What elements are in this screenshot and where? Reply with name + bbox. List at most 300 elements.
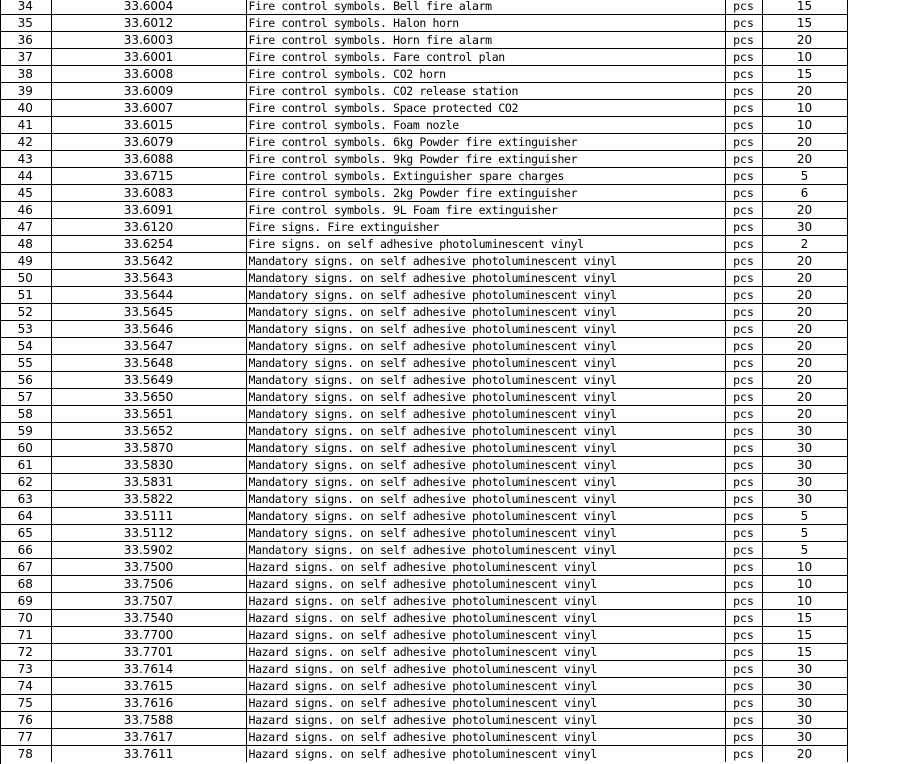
table-row [0,287,897,304]
unit-cell[interactable]: pcs [725,66,762,83]
item-code-cell[interactable]: 33.5645 [51,304,246,321]
description-cell[interactable]: Fire control symbols. Foam nozle [246,117,725,134]
table-row [0,270,897,287]
quantity-cell[interactable]: 5 [762,508,847,525]
description-cell[interactable]: Hazard signs. on self adhesive photoluminescent vinyl [246,695,725,712]
table-row [0,406,897,423]
table-row [0,185,897,202]
item-code-cell[interactable]: 33.5902 [51,542,246,559]
row-number-cell[interactable]: 40 [0,100,51,117]
table-row [0,355,897,372]
unit-cell[interactable]: pcs [725,15,762,32]
table-row [0,525,897,542]
quantity-cell[interactable]: 30 [762,219,847,236]
empty-cell[interactable] [847,32,897,49]
row-number-cell[interactable]: 72 [0,644,51,661]
empty-cell[interactable] [847,355,897,372]
item-code-cell[interactable]: 33.5111 [51,508,246,525]
item-code-cell[interactable]: 33.6254 [51,236,246,253]
unit-cell[interactable]: pcs [725,729,762,746]
quantity-cell[interactable]: 20 [762,406,847,423]
empty-cell[interactable] [847,644,897,661]
item-code-cell[interactable]: 33.5870 [51,440,246,457]
table-row [0,644,897,661]
empty-cell[interactable] [847,219,897,236]
item-code-cell[interactable]: 33.5112 [51,525,246,542]
quantity-cell[interactable]: 20 [762,321,847,338]
unit-cell[interactable]: pcs [725,287,762,304]
empty-cell[interactable] [847,185,897,202]
description-cell[interactable]: Mandatory signs. on self adhesive photoluminescent vinyl [246,508,725,525]
table-row [0,66,897,83]
unit-cell[interactable]: pcs [725,117,762,134]
unit-cell[interactable]: pcs [725,423,762,440]
row-number-cell[interactable]: 75 [0,695,51,712]
item-code-cell[interactable]: 33.5643 [51,270,246,287]
item-code-cell[interactable]: 33.6008 [51,66,246,83]
item-code-cell[interactable]: 33.7588 [51,712,246,729]
table-row [0,151,897,168]
quantity-cell[interactable]: 30 [762,474,847,491]
unit-cell[interactable]: pcs [725,134,762,151]
quantity-cell[interactable]: 15 [762,15,847,32]
empty-cell[interactable] [847,168,897,185]
table-row [0,712,897,729]
item-code-cell[interactable]: 33.6083 [51,185,246,202]
unit-cell[interactable]: pcs [725,491,762,508]
empty-cell[interactable] [847,576,897,593]
row-number-cell[interactable]: 45 [0,185,51,202]
item-code-cell[interactable]: 33.6007 [51,100,246,117]
description-cell[interactable]: Mandatory signs. on self adhesive photoluminescent vinyl [246,542,725,559]
description-cell[interactable]: Hazard signs. on self adhesive photoluminescent vinyl [246,661,725,678]
description-cell[interactable]: Fire signs. on self adhesive photoluminescent vinyl [246,236,725,253]
empty-cell[interactable] [847,117,897,134]
item-code-cell[interactable]: 33.5647 [51,338,246,355]
unit-cell[interactable]: pcs [725,712,762,729]
row-number-cell[interactable]: 38 [0,66,51,83]
table-row [0,100,897,117]
description-cell[interactable]: Mandatory signs. on self adhesive photoluminescent vinyl [246,423,725,440]
quantity-cell[interactable]: 20 [762,151,847,168]
item-code-cell[interactable]: 33.6009 [51,83,246,100]
unit-cell[interactable]: pcs [725,219,762,236]
row-number-cell[interactable]: 73 [0,661,51,678]
quantity-cell[interactable]: 20 [762,270,847,287]
description-cell[interactable]: Mandatory signs. on self adhesive photoluminescent vinyl [246,355,725,372]
description-cell[interactable]: Mandatory signs. on self adhesive photoluminescent vinyl [246,440,725,457]
unit-cell[interactable]: pcs [725,627,762,644]
table-row [0,661,897,678]
table-row [0,610,897,627]
row-number-cell[interactable]: 77 [0,729,51,746]
quantity-cell[interactable]: 5 [762,525,847,542]
unit-cell[interactable]: pcs [725,525,762,542]
unit-cell[interactable]: pcs [725,49,762,66]
row-number-cell[interactable]: 66 [0,542,51,559]
item-code-cell[interactable]: 33.6079 [51,134,246,151]
description-cell[interactable]: Fire control symbols. 6kg Powder fire extinguisher [246,134,725,151]
item-code-cell[interactable]: 33.6001 [51,49,246,66]
empty-cell[interactable] [847,202,897,219]
row-number-cell[interactable]: 48 [0,236,51,253]
row-number-cell[interactable]: 64 [0,508,51,525]
row-number-cell[interactable]: 78 [0,746,51,763]
description-cell[interactable]: Hazard signs. on self adhesive photoluminescent vinyl [246,610,725,627]
item-code-cell[interactable]: 33.5646 [51,321,246,338]
item-code-cell[interactable]: 33.6715 [51,168,246,185]
item-code-cell[interactable]: 33.6012 [51,15,246,32]
empty-cell[interactable] [847,661,897,678]
description-cell[interactable]: Mandatory signs. on self adhesive photoluminescent vinyl [246,389,725,406]
empty-cell[interactable] [847,474,897,491]
item-code-cell[interactable]: 33.7616 [51,695,246,712]
table-row [0,729,897,746]
description-cell[interactable]: Hazard signs. on self adhesive photoluminescent vinyl [246,576,725,593]
quantity-cell[interactable]: 20 [762,338,847,355]
quantity-cell[interactable]: 30 [762,440,847,457]
empty-cell[interactable] [847,304,897,321]
description-cell[interactable]: Mandatory signs. on self adhesive photoluminescent vinyl [246,406,725,423]
empty-cell[interactable] [847,338,897,355]
unit-cell[interactable]: pcs [725,304,762,321]
description-cell[interactable]: Fire control symbols. Halon horn [246,15,725,32]
item-code-cell[interactable]: 33.5822 [51,491,246,508]
unit-cell[interactable]: pcs [725,474,762,491]
row-number-cell[interactable]: 36 [0,32,51,49]
table-row [0,253,897,270]
empty-cell[interactable] [847,372,897,389]
quantity-cell[interactable]: 30 [762,695,847,712]
empty-cell[interactable] [847,593,897,610]
quantity-cell[interactable]: 20 [762,304,847,321]
row-number-cell[interactable]: 59 [0,423,51,440]
empty-cell[interactable] [847,695,897,712]
item-code-cell[interactable]: 33.6003 [51,32,246,49]
description-cell[interactable]: Mandatory signs. on self adhesive photoluminescent vinyl [246,525,725,542]
quantity-cell[interactable]: 15 [762,627,847,644]
description-cell[interactable]: Hazard signs. on self adhesive photoluminescent vinyl [246,644,725,661]
quantity-cell[interactable]: 20 [762,355,847,372]
empty-cell[interactable] [847,423,897,440]
empty-cell[interactable] [847,321,897,338]
quantity-cell[interactable]: 20 [762,389,847,406]
description-cell[interactable]: Mandatory signs. on self adhesive photoluminescent vinyl [246,372,725,389]
description-cell[interactable]: Mandatory signs. on self adhesive photoluminescent vinyl [246,474,725,491]
description-cell[interactable]: Mandatory signs. on self adhesive photoluminescent vinyl [246,457,725,474]
empty-cell[interactable] [847,746,897,763]
unit-cell[interactable]: pcs [725,83,762,100]
item-code-cell[interactable]: 33.7540 [51,610,246,627]
empty-cell[interactable] [847,729,897,746]
row-number-cell[interactable]: 76 [0,712,51,729]
quantity-cell[interactable]: 30 [762,491,847,508]
empty-cell[interactable] [847,236,897,253]
table-row [0,440,897,457]
row-number-cell[interactable]: 70 [0,610,51,627]
item-code-cell[interactable]: 33.7614 [51,661,246,678]
empty-cell[interactable] [847,83,897,100]
empty-cell[interactable] [847,15,897,32]
item-code-cell[interactable]: 33.7611 [51,746,246,763]
description-cell[interactable]: Fire control symbols. Horn fire alarm [246,32,725,49]
row-number-cell[interactable]: 43 [0,151,51,168]
quantity-cell[interactable]: 20 [762,134,847,151]
row-number-cell[interactable]: 71 [0,627,51,644]
table-row [0,372,897,389]
empty-cell[interactable] [847,270,897,287]
table-row [0,627,897,644]
description-cell[interactable]: Fire control symbols. Bell fire alarm [246,0,725,15]
description-cell[interactable]: Hazard signs. on self adhesive photoluminescent vinyl [246,712,725,729]
unit-cell[interactable]: pcs [725,253,762,270]
row-number-cell[interactable]: 34 [0,0,51,15]
row-number-cell[interactable]: 35 [0,15,51,32]
item-code-cell[interactable]: 33.5648 [51,355,246,372]
table-row [0,474,897,491]
quantity-cell[interactable]: 5 [762,168,847,185]
quantity-cell[interactable]: 2 [762,236,847,253]
item-code-cell[interactable]: 33.7701 [51,644,246,661]
quantity-cell[interactable]: 10 [762,559,847,576]
item-code-cell[interactable]: 33.7615 [51,678,246,695]
unit-cell[interactable]: pcs [725,151,762,168]
quantity-cell[interactable]: 15 [762,644,847,661]
quantity-cell[interactable]: 10 [762,100,847,117]
table-row [0,593,897,610]
row-number-cell[interactable]: 51 [0,287,51,304]
row-number-cell[interactable]: 69 [0,593,51,610]
description-cell[interactable]: Fire control symbols. CO2 horn [246,66,725,83]
quantity-cell[interactable]: 30 [762,423,847,440]
row-number-cell[interactable]: 63 [0,491,51,508]
empty-cell[interactable] [847,151,897,168]
row-number-cell[interactable]: 60 [0,440,51,457]
quantity-cell[interactable]: 10 [762,576,847,593]
unit-cell[interactable]: pcs [725,338,762,355]
description-cell[interactable]: Hazard signs. on self adhesive photoluminescent vinyl [246,593,725,610]
unit-cell[interactable]: pcs [725,457,762,474]
table-row [0,117,897,134]
quantity-cell[interactable]: 30 [762,457,847,474]
item-code-cell[interactable]: 33.5651 [51,406,246,423]
empty-cell[interactable] [847,610,897,627]
description-cell[interactable]: Fire control symbols. 2kg Powder fire extinguisher [246,185,725,202]
empty-cell[interactable] [847,491,897,508]
row-number-cell[interactable]: 56 [0,372,51,389]
item-code-cell[interactable]: 33.5831 [51,474,246,491]
unit-cell[interactable]: pcs [725,372,762,389]
unit-cell[interactable]: pcs [725,185,762,202]
quantity-cell[interactable]: 20 [762,253,847,270]
row-number-cell[interactable]: 62 [0,474,51,491]
unit-cell[interactable]: pcs [725,32,762,49]
item-code-cell[interactable]: 33.6004 [51,0,246,15]
item-code-cell[interactable]: 33.5652 [51,423,246,440]
unit-cell[interactable]: pcs [725,236,762,253]
row-number-cell[interactable]: 74 [0,678,51,695]
row-number-cell[interactable]: 53 [0,321,51,338]
quantity-cell[interactable]: 6 [762,185,847,202]
empty-cell[interactable] [847,66,897,83]
empty-cell[interactable] [847,406,897,423]
description-cell[interactable]: Fire control symbols. Space protected CO2 [246,100,725,117]
quantity-cell[interactable]: 10 [762,117,847,134]
description-cell[interactable]: Mandatory signs. on self adhesive photoluminescent vinyl [246,287,725,304]
description-cell[interactable]: Mandatory signs. on self adhesive photoluminescent vinyl [246,304,725,321]
row-number-cell[interactable]: 37 [0,49,51,66]
unit-cell[interactable]: pcs [725,542,762,559]
empty-cell[interactable] [847,253,897,270]
item-code-cell[interactable]: 33.5830 [51,457,246,474]
unit-cell[interactable]: pcs [725,406,762,423]
item-code-cell[interactable]: 33.5642 [51,253,246,270]
quantity-cell[interactable]: 10 [762,593,847,610]
row-number-cell[interactable]: 41 [0,117,51,134]
unit-cell[interactable]: pcs [725,508,762,525]
item-code-cell[interactable]: 33.5650 [51,389,246,406]
empty-cell[interactable] [847,134,897,151]
unit-cell[interactable]: pcs [725,559,762,576]
description-cell[interactable]: Fire control symbols. Extinguisher spare charges [246,168,725,185]
description-cell[interactable]: Mandatory signs. on self adhesive photoluminescent vinyl [246,253,725,270]
item-code-cell[interactable]: 33.7506 [51,576,246,593]
table-row [0,168,897,185]
row-number-cell[interactable]: 52 [0,304,51,321]
item-code-cell[interactable]: 33.7500 [51,559,246,576]
description-cell[interactable]: Mandatory signs. on self adhesive photoluminescent vinyl [246,491,725,508]
item-code-cell[interactable]: 33.7700 [51,627,246,644]
quantity-cell[interactable]: 30 [762,712,847,729]
quantity-cell[interactable]: 20 [762,202,847,219]
item-code-cell[interactable]: 33.6088 [51,151,246,168]
row-number-cell[interactable]: 44 [0,168,51,185]
quantity-cell[interactable]: 20 [762,83,847,100]
table-row [0,219,897,236]
unit-cell[interactable]: pcs [725,661,762,678]
table-row [0,236,897,253]
table-row [0,32,897,49]
row-number-cell[interactable]: 61 [0,457,51,474]
row-number-cell[interactable]: 54 [0,338,51,355]
description-cell[interactable]: Mandatory signs. on self adhesive photoluminescent vinyl [246,270,725,287]
quantity-cell[interactable]: 20 [762,746,847,763]
unit-cell[interactable]: pcs [725,202,762,219]
item-code-cell[interactable]: 33.5649 [51,372,246,389]
row-number-cell[interactable]: 68 [0,576,51,593]
description-cell[interactable]: Hazard signs. on self adhesive photoluminescent vinyl [246,627,725,644]
description-cell[interactable]: Fire control symbols. 9kg Powder fire extinguisher [246,151,725,168]
row-number-cell[interactable]: 50 [0,270,51,287]
description-cell[interactable]: Hazard signs. on self adhesive photoluminescent vinyl [246,746,725,763]
description-cell[interactable]: Fire control symbols. Fare control plan [246,49,725,66]
description-cell[interactable]: Fire signs. Fire extinguisher [246,219,725,236]
unit-cell[interactable]: pcs [725,746,762,763]
item-code-cell[interactable]: 33.7507 [51,593,246,610]
empty-cell[interactable] [847,0,897,15]
description-cell[interactable]: Fire control symbols. 9L Foam fire extinguisher [246,202,725,219]
unit-cell[interactable]: pcs [725,355,762,372]
unit-cell[interactable]: pcs [725,100,762,117]
empty-cell[interactable] [847,440,897,457]
quantity-cell[interactable]: 10 [762,49,847,66]
unit-cell[interactable]: pcs [725,168,762,185]
row-number-cell[interactable]: 42 [0,134,51,151]
table-row [0,491,897,508]
row-number-cell[interactable]: 57 [0,389,51,406]
row-number-cell[interactable]: 47 [0,219,51,236]
table-row [0,746,897,763]
row-number-cell[interactable]: 46 [0,202,51,219]
unit-cell[interactable]: pcs [725,610,762,627]
quantity-cell[interactable]: 20 [762,287,847,304]
quantity-cell[interactable]: 30 [762,661,847,678]
quantity-cell[interactable]: 15 [762,610,847,627]
description-cell[interactable]: Mandatory signs. on self adhesive photoluminescent vinyl [246,321,725,338]
item-code-cell[interactable]: 33.7617 [51,729,246,746]
unit-cell[interactable]: pcs [725,440,762,457]
item-code-cell[interactable]: 33.6015 [51,117,246,134]
empty-cell[interactable] [847,627,897,644]
description-cell[interactable]: Fire control symbols. CO2 release station [246,83,725,100]
empty-cell[interactable] [847,49,897,66]
quantity-cell[interactable]: 30 [762,729,847,746]
item-code-cell[interactable]: 33.5644 [51,287,246,304]
unit-cell[interactable]: pcs [725,695,762,712]
unit-cell[interactable]: pcs [725,0,762,15]
empty-cell[interactable] [847,457,897,474]
description-cell[interactable]: Hazard signs. on self adhesive photoluminescent vinyl [246,729,725,746]
empty-cell[interactable] [847,712,897,729]
empty-cell[interactable] [847,100,897,117]
unit-cell[interactable]: pcs [725,678,762,695]
quantity-cell[interactable]: 15 [762,66,847,83]
item-code-cell[interactable]: 33.6120 [51,219,246,236]
description-cell[interactable]: Mandatory signs. on self adhesive photoluminescent vinyl [246,338,725,355]
item-code-cell[interactable]: 33.6091 [51,202,246,219]
table-row [0,0,897,15]
empty-cell[interactable] [847,678,897,695]
row-number-cell[interactable]: 39 [0,83,51,100]
description-cell[interactable]: Hazard signs. on self adhesive photoluminescent vinyl [246,678,725,695]
quantity-cell[interactable]: 15 [762,0,847,15]
quantity-cell[interactable]: 30 [762,678,847,695]
unit-cell[interactable]: pcs [725,644,762,661]
unit-cell[interactable]: pcs [725,270,762,287]
table-row [0,49,897,66]
quantity-cell[interactable]: 5 [762,542,847,559]
row-number-cell[interactable]: 67 [0,559,51,576]
empty-cell[interactable] [847,559,897,576]
row-number-cell[interactable]: 65 [0,525,51,542]
empty-cell[interactable] [847,287,897,304]
empty-cell[interactable] [847,542,897,559]
empty-cell[interactable] [847,525,897,542]
empty-cell[interactable] [847,389,897,406]
unit-cell[interactable]: pcs [725,593,762,610]
unit-cell[interactable]: pcs [725,389,762,406]
row-number-cell[interactable]: 55 [0,355,51,372]
row-number-cell[interactable]: 49 [0,253,51,270]
unit-cell[interactable]: pcs [725,576,762,593]
empty-cell[interactable] [847,508,897,525]
quantity-cell[interactable]: 20 [762,32,847,49]
unit-cell[interactable]: pcs [725,321,762,338]
row-number-cell[interactable]: 58 [0,406,51,423]
description-cell[interactable]: Hazard signs. on self adhesive photoluminescent vinyl [246,559,725,576]
table-row [0,542,897,559]
quantity-cell[interactable]: 20 [762,372,847,389]
